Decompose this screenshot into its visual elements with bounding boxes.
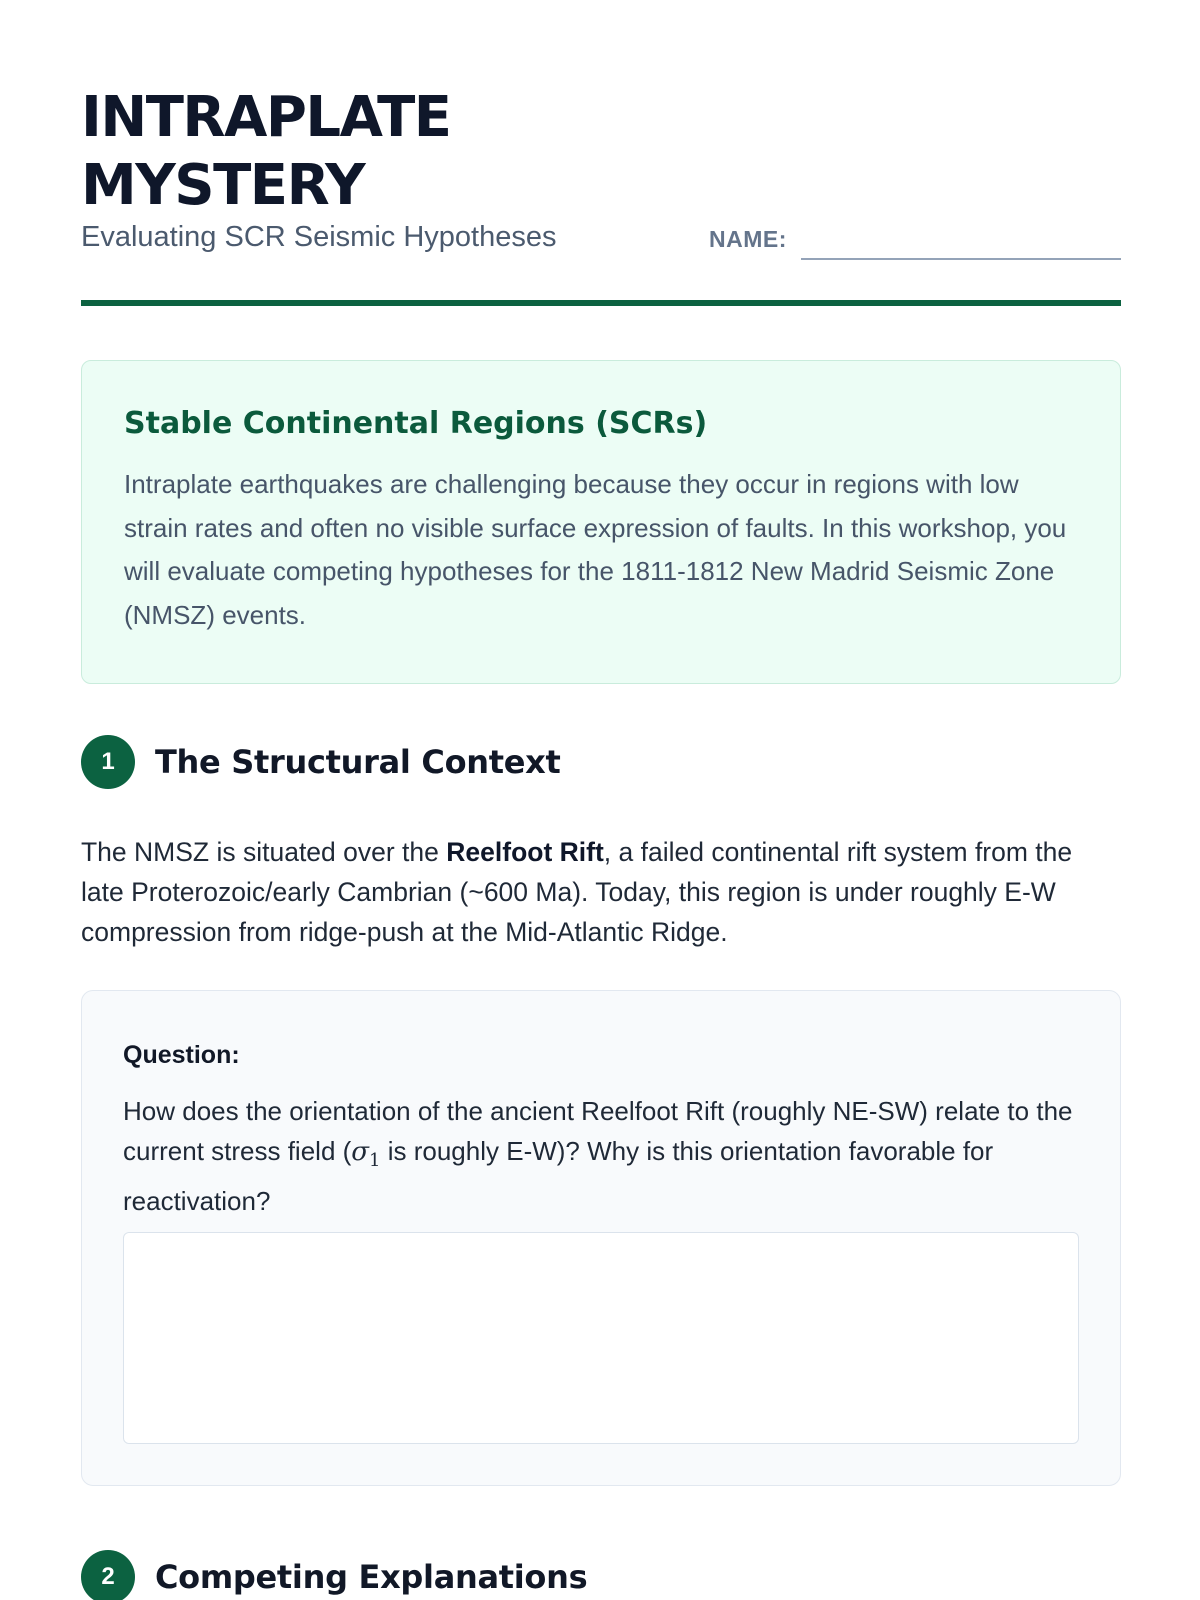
worksheet-header (81, 0, 1121, 306)
section-body-text (81, 832, 1121, 952)
worksheet-page (81, 0, 1121, 1596)
sigma-symbol (351, 1137, 381, 1171)
section-number-badge: 1 (81, 735, 135, 789)
body-text-start: The NMSZ is situated over the (81, 837, 447, 867)
page-title: INTRAPLATE MYSTERY (81, 85, 451, 218)
section-number-badge: 2 (81, 1550, 135, 1600)
intro-text: Intraplate earthquakes are challenging because they occur in regions with low strain rates and often no visible surface expression of faults. In this workshop, you will evaluate competing hypotheses for the 1811-1812 New Madrid Seismic Zone (NMSZ) events. (124, 469, 1067, 630)
question-card (81, 990, 1121, 1486)
question-text-start: How does the orientation of the ancient Reelfoot Rift (roughly NE-SW) relate to the current stress field ( (123, 1096, 1073, 1166)
name-field[interactable] (801, 258, 1121, 260)
intro-heading: Stable Continental Regions (SCRs) (124, 406, 708, 441)
question-label: Question: (123, 1041, 240, 1069)
sigma-subscript: 1 (369, 1150, 381, 1171)
section-header-2 (81, 1550, 587, 1600)
question-text-end: is roughly E-W)? Why is this orientation favorable for reactivation? (123, 1136, 994, 1216)
question-text (123, 1091, 1080, 1221)
section-title: Competing Explanations (155, 1558, 588, 1596)
body-text-end: , a failed continental rift system from the late Proterozoic/early Cambrian (~600 Ma). Today, this region is under roughly E-W compression from ridge-push at the Mid-Atlantic Ridge. (81, 837, 1073, 947)
intro-callout (81, 360, 1121, 684)
reelfoot-rift-term: Reelfoot Rift (446, 837, 604, 867)
name-label: NAME: (709, 226, 787, 252)
header-divider (81, 300, 1121, 306)
section-title: The Structural Context (155, 743, 561, 781)
sigma-glyph: σ (351, 1137, 370, 1167)
answer-textbox[interactable] (123, 1232, 1079, 1444)
page-subtitle: Evaluating SCR Seismic Hypotheses (81, 221, 557, 253)
section-header-1 (81, 735, 560, 789)
